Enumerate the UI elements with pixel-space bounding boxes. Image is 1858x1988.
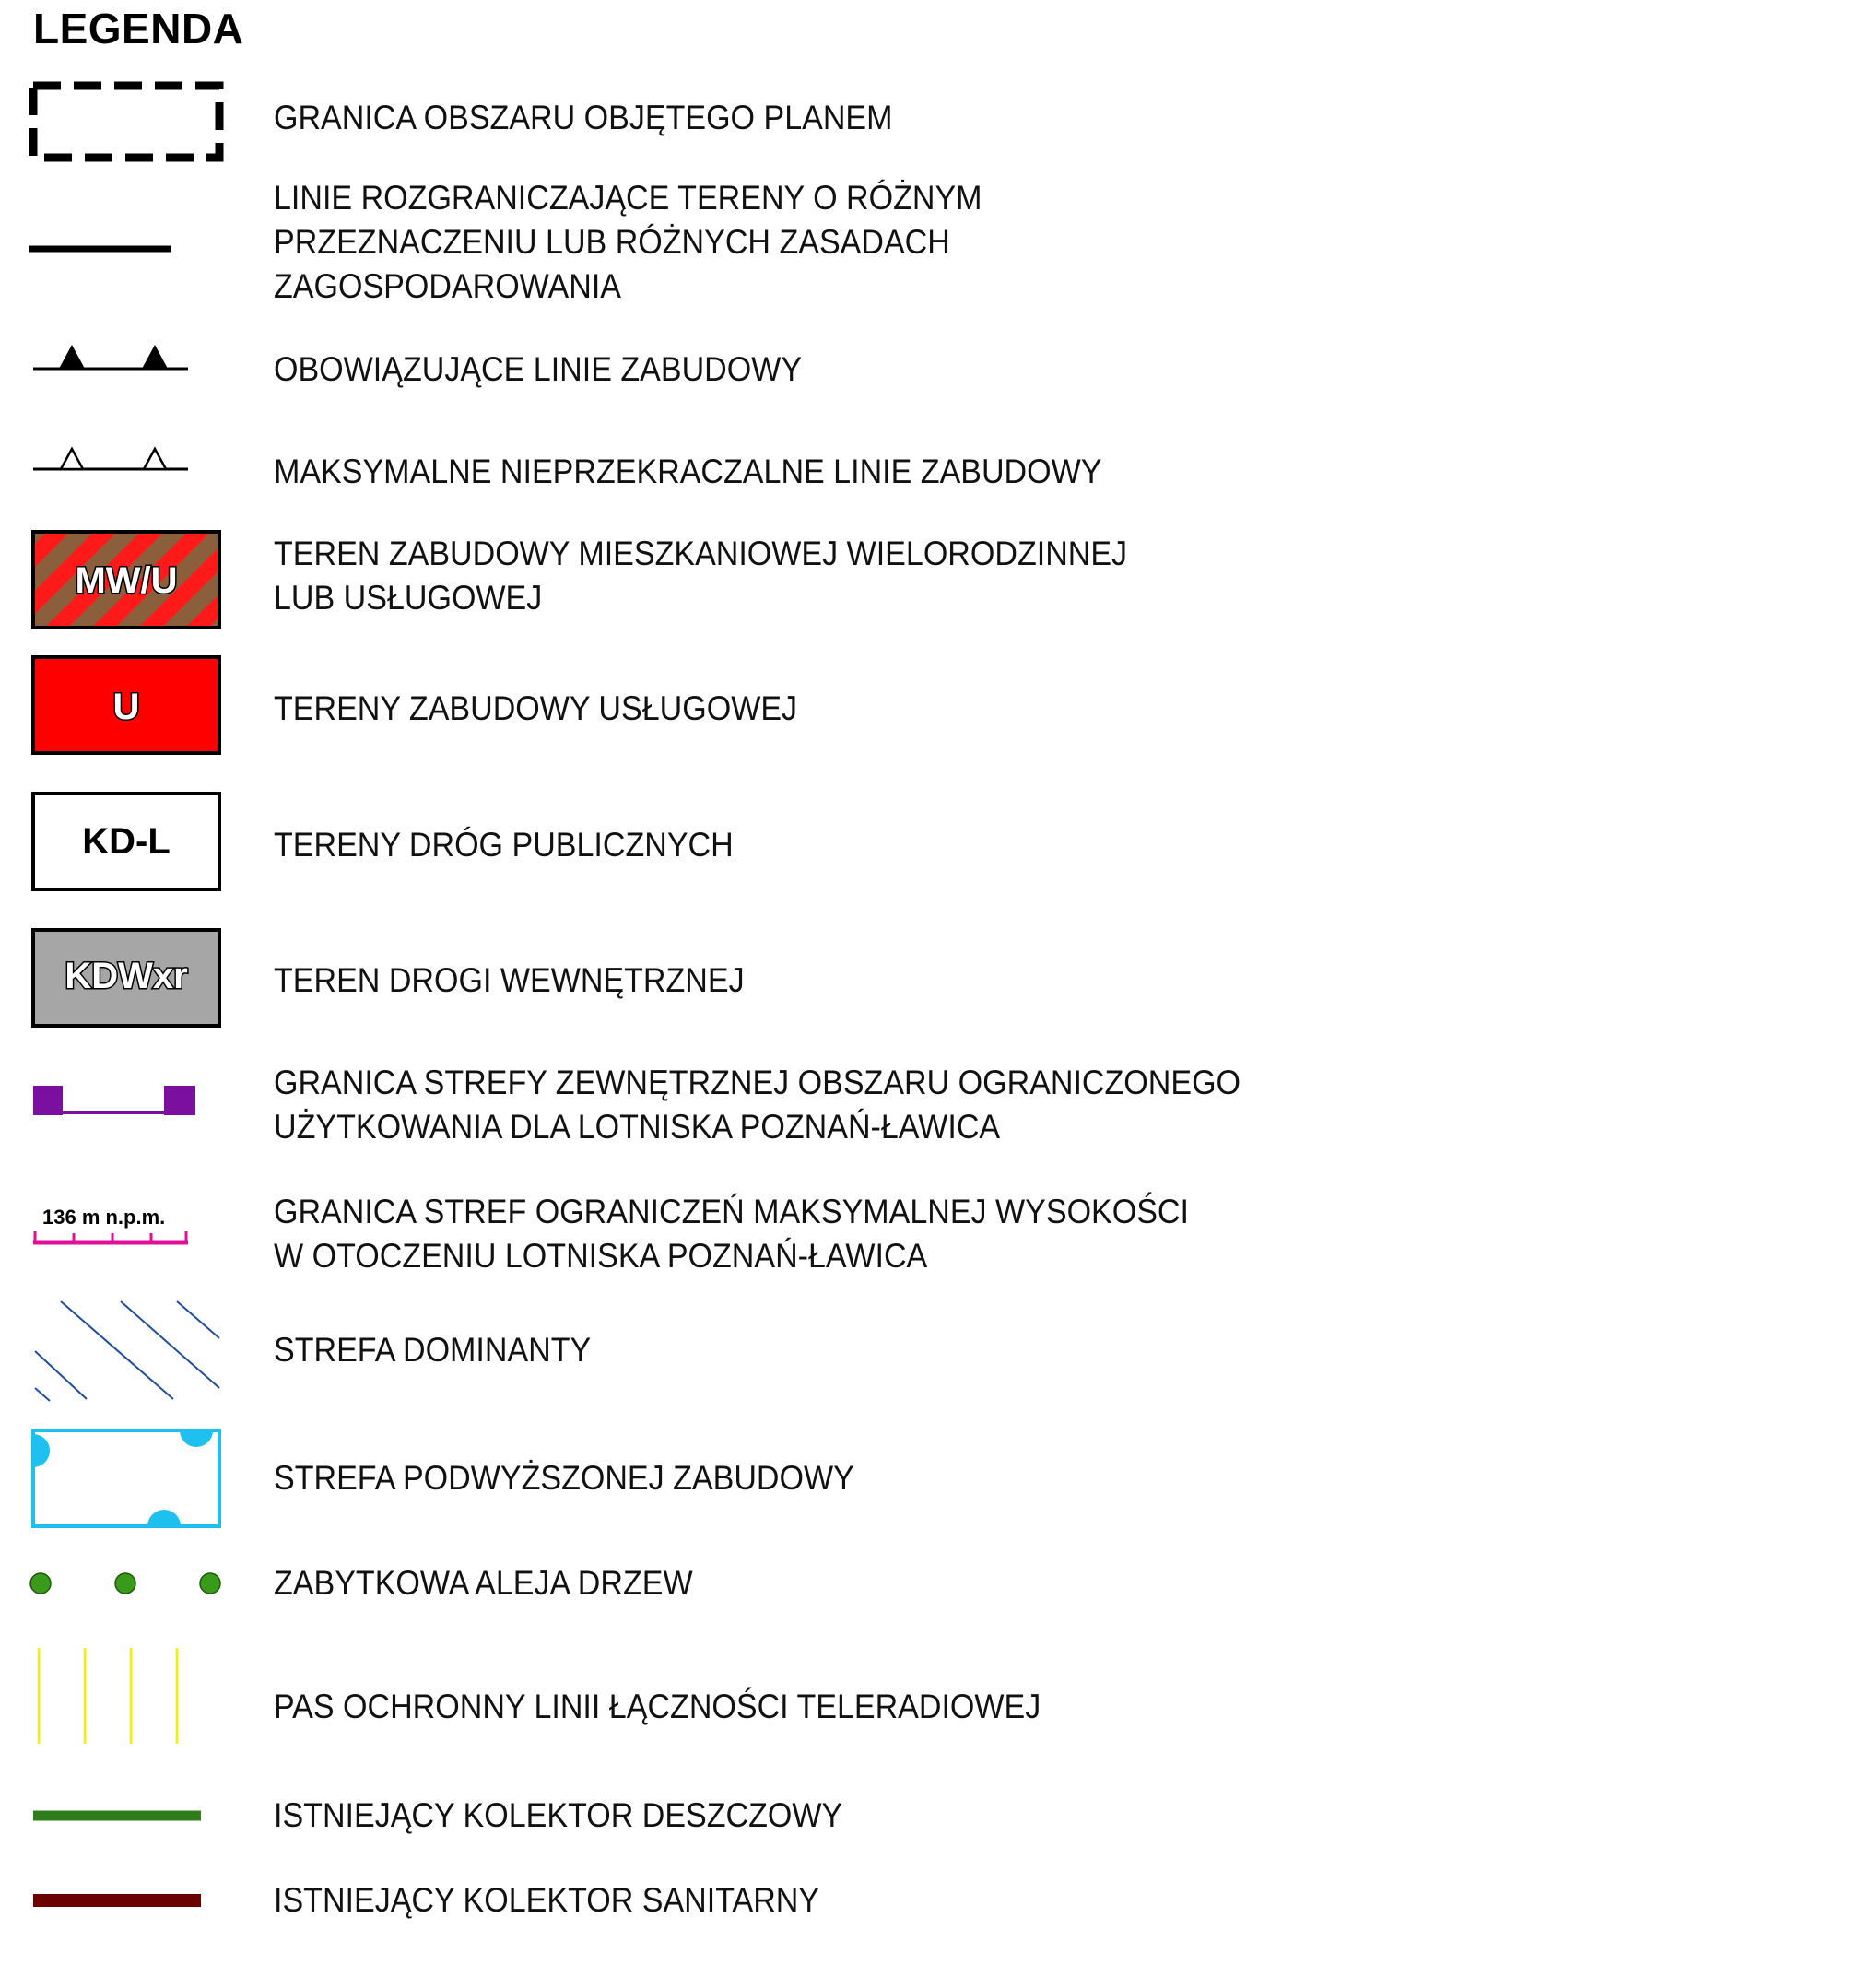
kdwxr-area-symbol (26, 927, 238, 1030)
radio-protection-strip-label: PAS OCHRONNY LINII ŁĄCZNOŚCI TELERADIOWEJ (274, 1688, 1041, 1725)
mandatory-building-lines-label: OBOWIĄZUJĄCE LINIE ZABUDOWY (274, 350, 803, 388)
mandatory-building-line-symbol (26, 337, 238, 374)
kdwxr-area-label: TEREN DROGI WEWNĘTRZNEJ (274, 961, 745, 999)
dominant-zone-label: STREFA DOMINANTY (274, 1331, 592, 1369)
plan-boundary-symbol (26, 77, 238, 166)
historic-tree-alley-label: ZABYTKOWA ALEJA DRZEW (274, 1564, 693, 1602)
airport-zone-boundary-symbol (26, 1080, 238, 1121)
raised-building-zone-symbol (26, 1427, 238, 1530)
kd-l-area-symbol (26, 791, 238, 894)
radio-protection-strip-symbol (26, 1646, 238, 1747)
height-limit-boundary-symbol (26, 1196, 238, 1252)
plan-boundary-label: GRANICA OBSZARU OBJĘTEGO PLANEM (274, 99, 893, 136)
mw-u-symbol-text: MW/U (75, 560, 178, 601)
dominant-zone-symbol (26, 1294, 238, 1405)
historic-tree-alley-symbol (26, 1569, 238, 1598)
sanitary-sewer-label: ISTNIEJĄCY KOLEKTOR SANITARNY (274, 1881, 820, 1919)
storm-sewer-symbol (26, 1808, 238, 1823)
legend-title: LEGENDA (33, 5, 244, 53)
height-limit-boundary-label: GRANICA STREF OGRANICZEŃ MAKSYMALNEJ WYSOKOŚCI W OTOCZENIU LOTNISKA POZNAŃ-ŁAWICA (274, 1193, 1189, 1275)
mw-u-area-symbol (26, 529, 238, 632)
max-building-line-symbol (26, 441, 238, 475)
demarcation-lines-label: LINIE ROZGRANICZAJĄCE TERENY O RÓŻNYM PRZEZNACZENIU LUB RÓŻNYCH ZASADACH ZAGOSPODAROWANIA (274, 179, 982, 305)
demarcation-line-symbol (26, 240, 238, 258)
max-building-lines-label: MAKSYMALNE NIEPRZEKRACZALNE LINIE ZABUDOWY (274, 453, 1102, 490)
kd-l-area-label: TERENY DRÓG PUBLICZNYCH (274, 826, 734, 864)
u-area-symbol (26, 654, 238, 758)
height-limit-symbol-text: 136 m n.p.m. (42, 1206, 166, 1229)
storm-sewer-label: ISTNIEJĄCY KOLEKTOR DESZCZOWY (274, 1796, 843, 1834)
mw-u-area-label: TEREN ZABUDOWY MIESZKANIOWEJ WIELORODZINNEJ LUB USŁUGOWEJ (274, 535, 1128, 617)
u-area-label: TERENY ZABUDOWY USŁUGOWEJ (274, 689, 798, 727)
u-symbol-text: U (112, 687, 140, 727)
airport-zone-boundary-label: GRANICA STREFY ZEWNĘTRZNEJ OBSZARU OGRANICZONEGO UŻYTKOWANIA DLA LOTNISKA POZNAŃ-ŁAWICA (274, 1064, 1241, 1146)
raised-building-zone-label: STREFA PODWYŻSZONEJ ZABUDOWY (274, 1459, 854, 1497)
kd-l-symbol-text: KD-L (82, 821, 171, 862)
sanitary-sewer-symbol (26, 1893, 238, 1908)
kdwxr-symbol-text: KDWxr (65, 956, 188, 996)
